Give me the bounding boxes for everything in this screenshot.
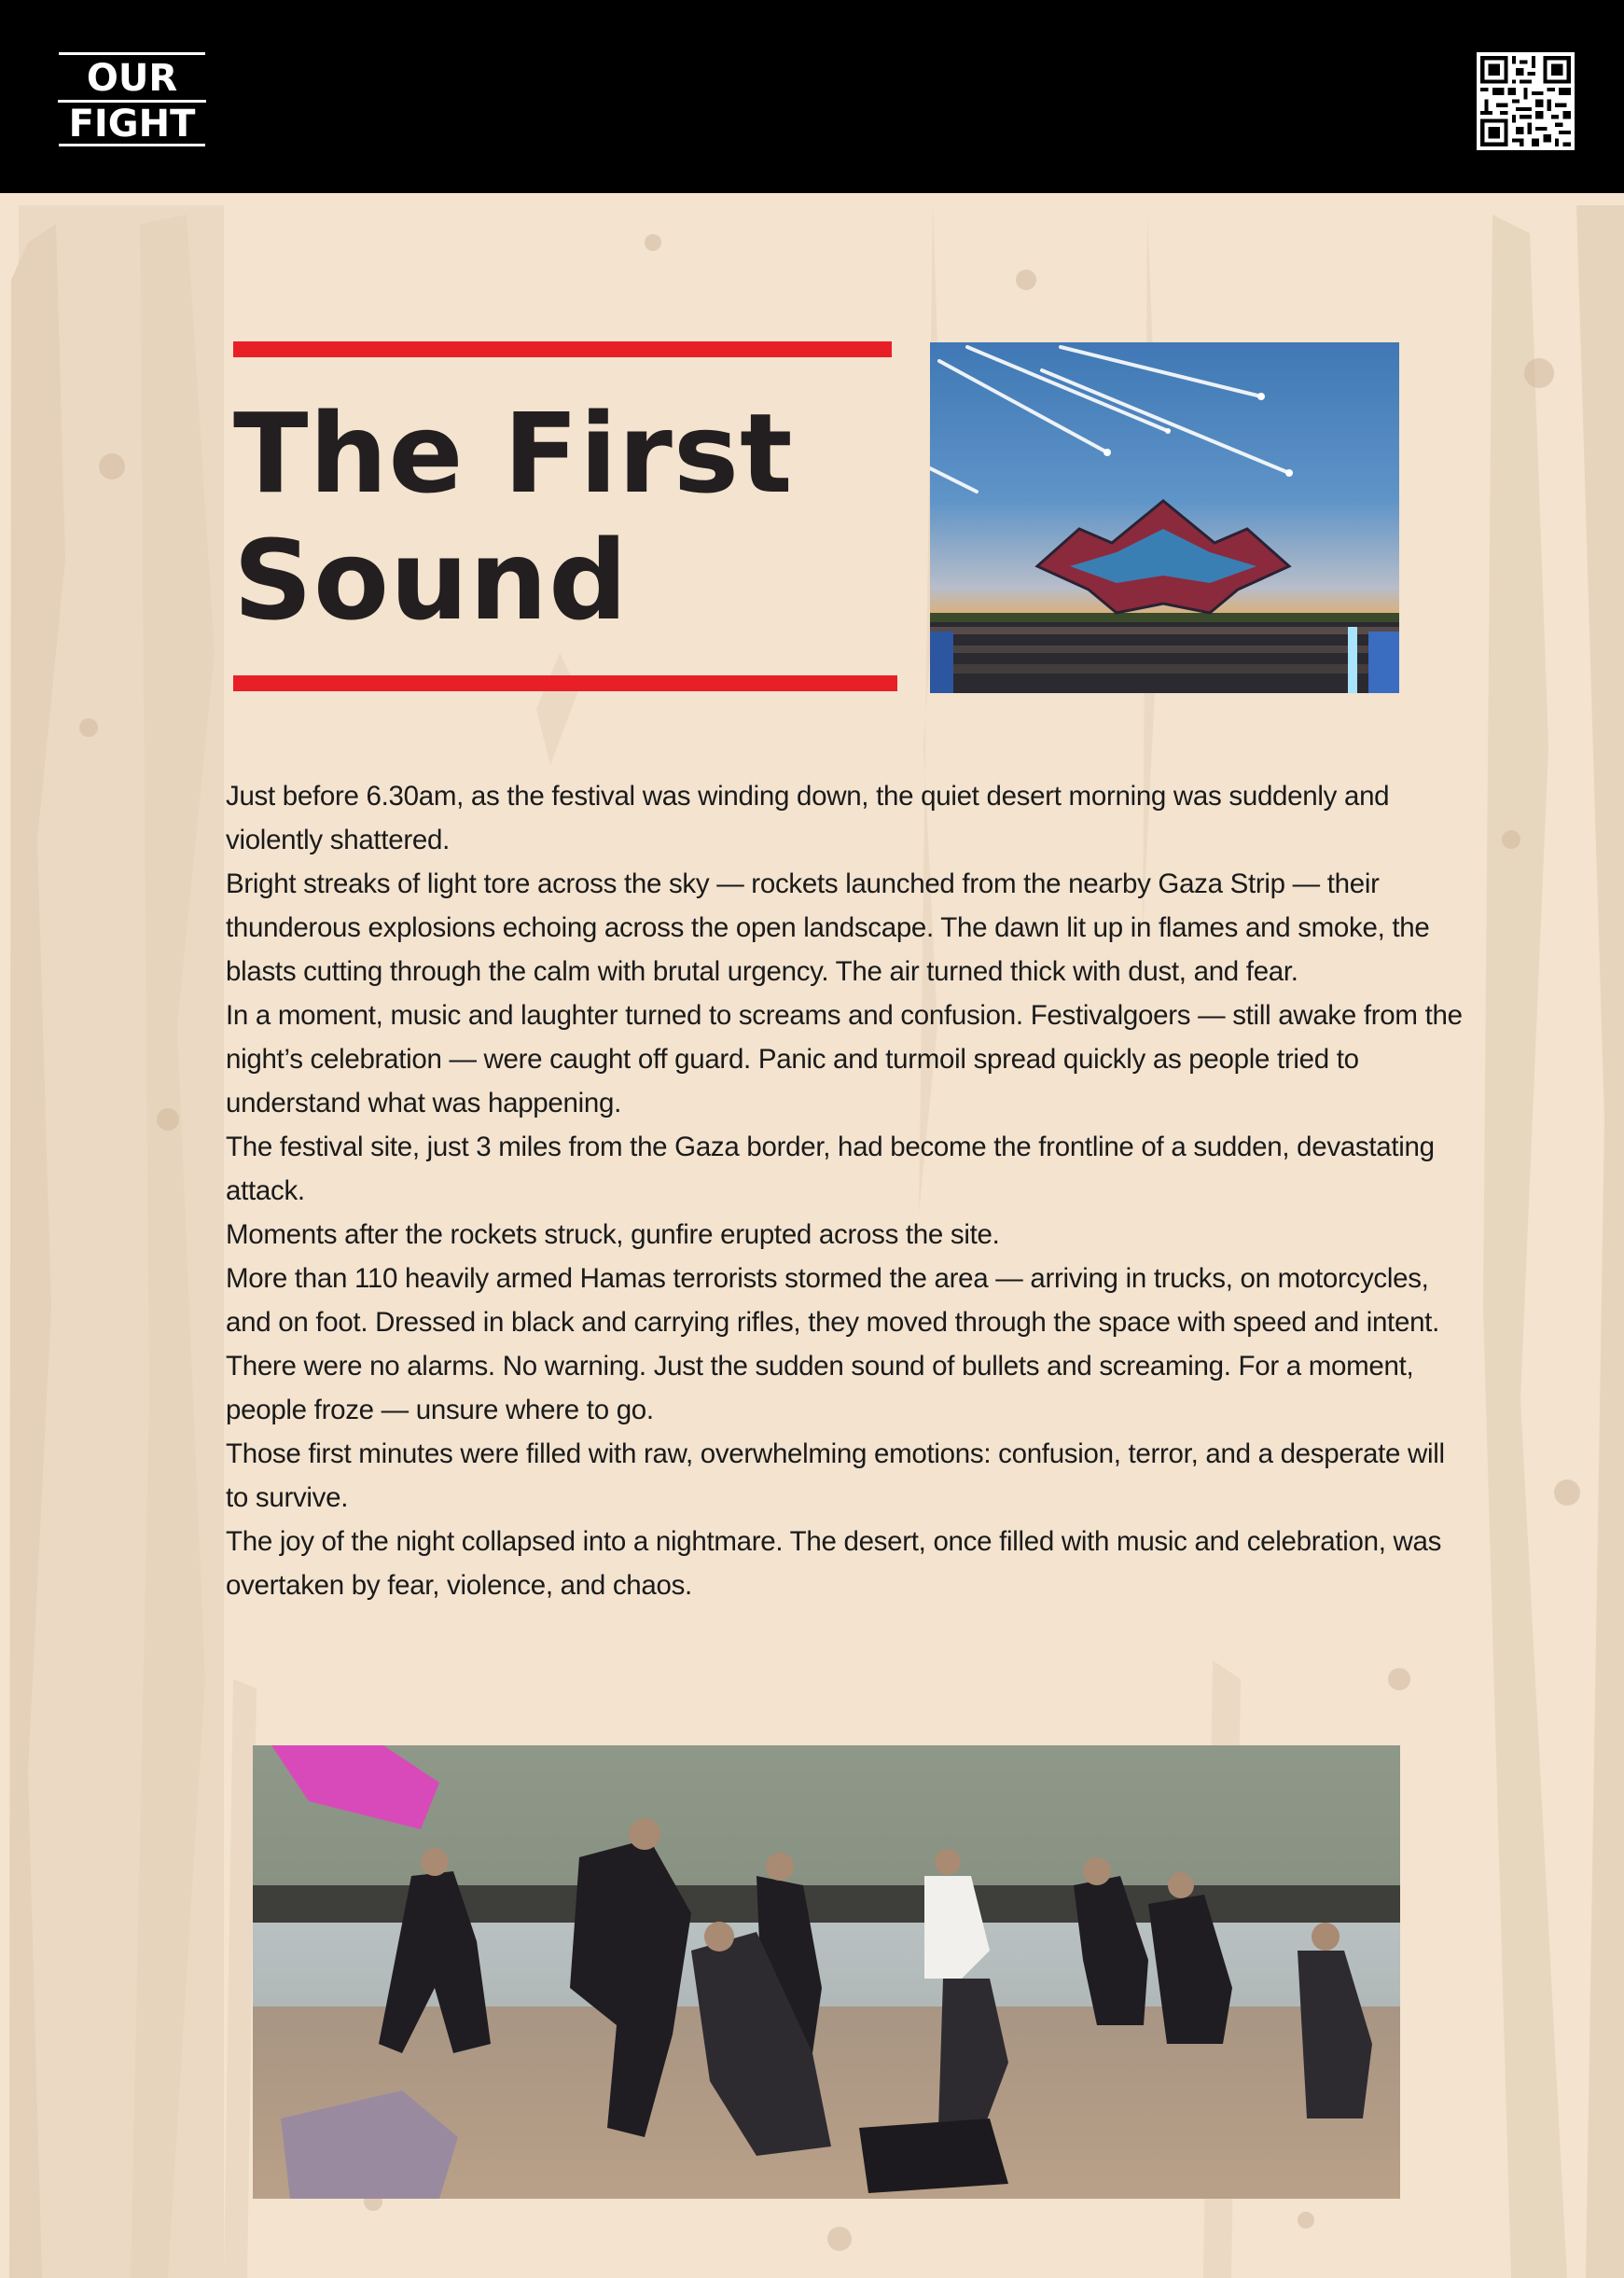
paragraph-9: The joy of the night collapsed into a nightmare. The desert, once filled with music and celebration, was overtaken by fear, violence, and chaos. <box>226 1526 1442 1601</box>
logo-line-2: FIGHT <box>58 100 206 146</box>
qr-code-icon[interactable] <box>1477 52 1575 150</box>
header-bar <box>0 0 1624 193</box>
paragraph-5: Moments after the rockets struck, gunfire erupted across the site. <box>226 1219 1000 1250</box>
festival-rockets-photo <box>930 342 1399 693</box>
paragraph-1: Just before 6.30am, as the festival was winding down, the quiet desert morning was suddenly and violently shattered. <box>226 781 1390 855</box>
title-bottom-rule <box>233 675 897 691</box>
paragraph-7: There were no alarms. No warning. Just the sudden sound of bullets and screaming. For a moment, people froze — unsure where to go. <box>226 1351 1414 1425</box>
article-body <box>226 774 1466 1607</box>
title-line-2: Sound <box>233 516 629 645</box>
paragraph-6: More than 110 heavily armed Hamas terrorists stormed the area — arriving in trucks, on motorcycles, and on foot. Dressed in black and carrying rifles, they moved through the space with speed and intent. <box>226 1263 1439 1338</box>
paragraph-2: Bright streaks of light tore across the sky — rockets launched from the nearby Gaza Strip — their thunderous explosions echoing across the open landscape. The dawn lit up in flames and smoke, the blasts cutting through the calm with brutal urgency. The air turned thick with dust, and fear. <box>226 868 1430 987</box>
logo-line-1: OUR <box>86 57 178 100</box>
our-fight-logo[interactable] <box>59 52 205 146</box>
paragraph-8: Those first minutes were filled with raw, overwhelming emotions: confusion, terror, and a desperate will to survive. <box>226 1438 1445 1513</box>
festival-attack-photo <box>253 1745 1400 2199</box>
title-top-rule <box>233 341 892 357</box>
paragraph-4: The festival site, just 3 miles from the Gaza border, had become the frontline of a sudden, devastating attack. <box>226 1132 1435 1206</box>
page-title <box>233 390 886 644</box>
title-line-1: The First <box>233 389 794 518</box>
paragraph-3: In a moment, music and laughter turned to screams and confusion. Festivalgoers — still awake from the night’s celebration — were caught off guard. Panic and turmoil spread quickly as people tried to understand what was happening. <box>226 1000 1463 1118</box>
